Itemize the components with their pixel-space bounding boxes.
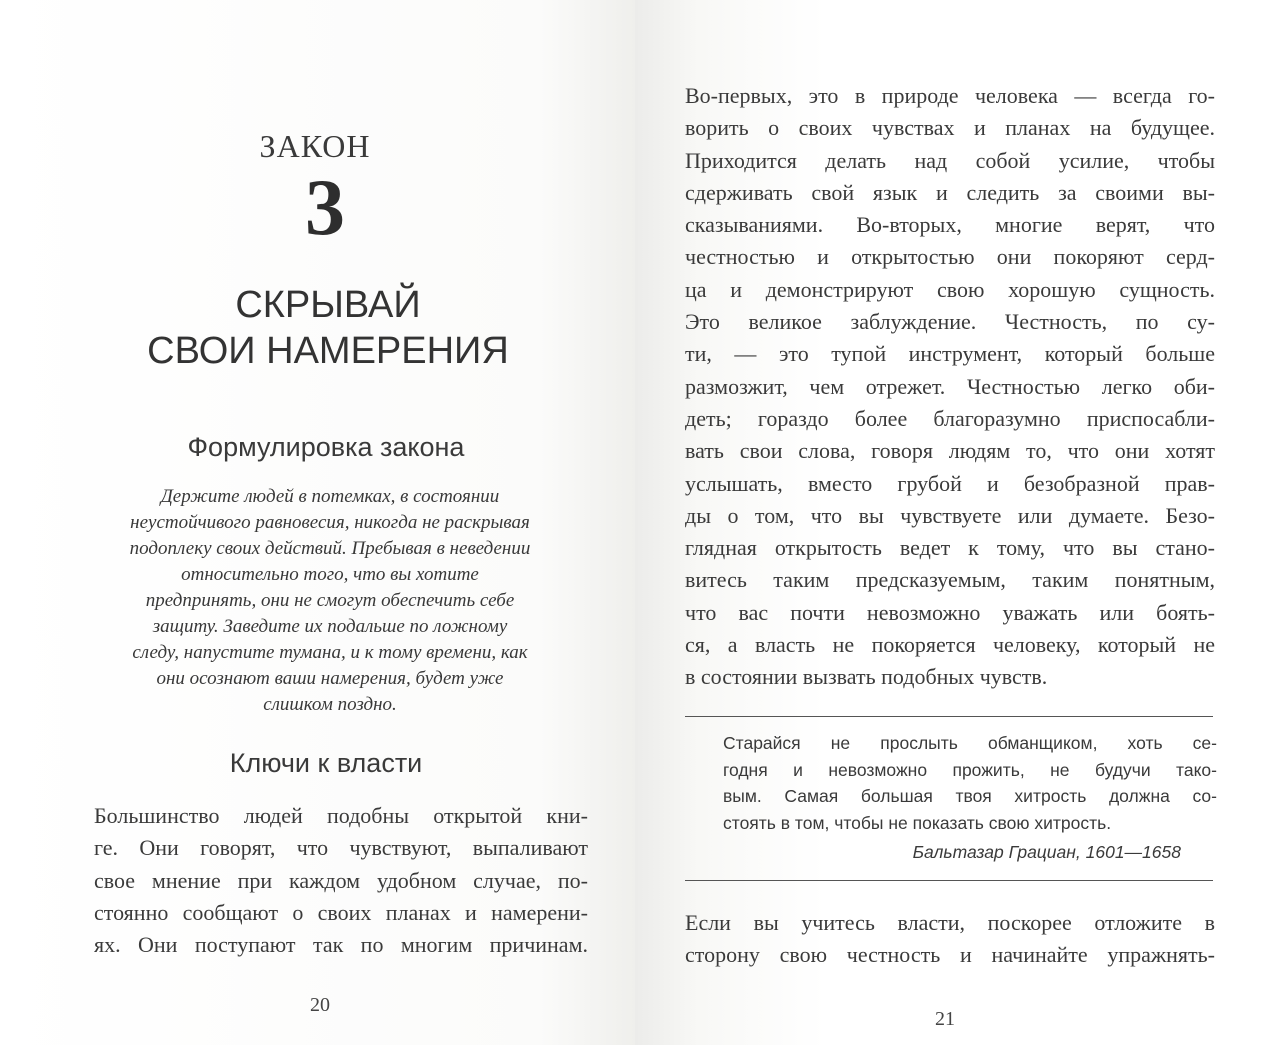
formulation-line: слишком поздно. xyxy=(263,694,397,715)
epigraph-author: Бальтазар Грациан, 1601—1658 xyxy=(912,842,1181,862)
body-line: деть; гораздо более благоразумно приспосабли- xyxy=(685,405,1215,431)
formulation-line: относительно того, что вы хотите xyxy=(181,564,479,585)
body-line: Во-первых, это в природе человека — всегда го- xyxy=(685,83,1215,108)
formulation-line: Держите людей в потемках, в состоянии xyxy=(160,486,500,507)
body-line: стоянно сообщают о своих планах и намерени- xyxy=(94,899,588,925)
law-title xyxy=(0,282,656,374)
formulation-line: они осознают ваши намерения, будет уже xyxy=(156,668,504,689)
body-line: услышать, вместо грубой и безобразной прав- xyxy=(685,470,1215,496)
body-line: честностью и открытостью они покоряют серд- xyxy=(685,244,1215,270)
right-body-text xyxy=(685,80,1215,694)
body-line: Приходится делать над собой усилие, чтобы xyxy=(685,147,1215,173)
body-line: Большинство людей подобны открытой кни- xyxy=(94,803,588,828)
page-number-left: 20 xyxy=(310,994,330,1016)
epigraph-line: годня и невозможно прожить, не будучи тако- xyxy=(723,759,1217,780)
body-line: витесь таким предсказуемым, таким понятным, xyxy=(685,567,1215,593)
formulation-line: предпринять, они не смогут обеспечить себе xyxy=(145,590,515,611)
law-number: 3 xyxy=(305,164,345,252)
law-label: ЗАКОН xyxy=(259,128,371,164)
epigraph xyxy=(723,730,1217,866)
formulation-line: защиту. Заведите их подальше по ложному xyxy=(152,616,508,637)
body-line: сдерживать свой язык и следить за своими вы- xyxy=(685,179,1215,205)
law-title-line: СКРЫВАЙ xyxy=(235,284,421,326)
left-body-text xyxy=(94,800,588,961)
law-formulation xyxy=(80,484,580,718)
keys-heading: Ключи к власти xyxy=(229,748,423,778)
epigraph-line: стоять в том, чтобы не показать свою хитрость. xyxy=(723,812,1112,833)
page-number-right: 21 xyxy=(935,1008,955,1030)
body-line: размозжит, чем отрежет. Честностью легко оби- xyxy=(685,373,1215,399)
law-title-line: СВОИ НАМЕРЕНИЯ xyxy=(147,330,509,372)
body-line: ти, — это тупой инструмент, который больше xyxy=(685,341,1215,367)
right-page xyxy=(635,0,1269,1045)
epigraph-rule-bottom xyxy=(685,880,1213,881)
right-body-text-continued xyxy=(685,907,1215,972)
body-line: сторону свою честность и начинайте упражнять- xyxy=(685,942,1215,968)
formulation-line: подоплеку своих действий. Пребывая в неведении xyxy=(129,538,531,559)
body-line: свое мнение при каждом удобном случае, по- xyxy=(94,867,588,893)
formulation-heading: Формулировка закона xyxy=(187,432,465,462)
body-line: ворить о своих чувствах и планах на будущее. xyxy=(685,115,1215,141)
body-line: ды о том, что вы чувствуете или думаете. Безо- xyxy=(685,502,1215,528)
body-line: Это великое заблуждение. Честность, по су- xyxy=(685,309,1215,335)
epigraph-line: вым. Самая большая твоя хитрость должна со- xyxy=(723,786,1217,806)
body-line: глядная открытость ведет к тому, что вы стано- xyxy=(685,535,1215,561)
body-line: в состоянии вызвать подобных чувств. xyxy=(685,664,1048,690)
epigraph-line: Старайся не прослыть обманщиком, хоть се- xyxy=(723,733,1217,753)
body-line: Если вы учитесь власти, поскорее отложите в xyxy=(685,910,1215,935)
body-line: ца и демонстрируют свою хорошую сущность. xyxy=(685,276,1215,302)
body-line: ях. Они поступают так по многим причинам. xyxy=(94,932,588,958)
body-line: ся, а власть не покоряется человеку, который не xyxy=(685,632,1215,658)
epigraph-rule-top xyxy=(685,716,1213,717)
formulation-line: неустойчивого равновесия, никогда не раскрывая xyxy=(130,512,530,533)
body-line: вать свои слова, говоря людям то, что они хотят xyxy=(685,438,1215,464)
body-line: ге. Они говорят, что чувствуют, выпаливают xyxy=(94,835,588,861)
body-line: сказываниями. Во-вторых, многие верят, что xyxy=(685,212,1215,238)
formulation-line: следу, напустите тумана, и к тому времени, как xyxy=(132,642,528,663)
body-line: что вас почти невозможно уважать или боять- xyxy=(685,599,1215,625)
